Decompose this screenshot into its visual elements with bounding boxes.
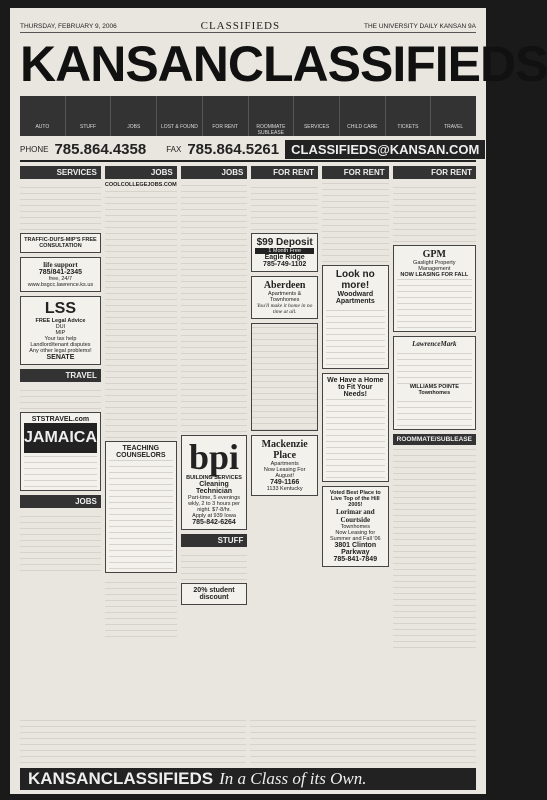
gpm-body bbox=[397, 278, 472, 328]
bpi-phone: 785-842-6264 bbox=[192, 519, 236, 526]
lss-line-2: DUI bbox=[55, 324, 66, 330]
masthead: KANSANCLASSIFIEDS bbox=[20, 36, 547, 92]
sts-travel-url: STSTRAVEL.com bbox=[31, 416, 90, 423]
fair-housing-notice bbox=[250, 716, 476, 763]
lawrencemark-logo: LawrenceMark bbox=[412, 340, 457, 348]
fax-number: 785.864.5261 bbox=[187, 140, 280, 158]
category-for-rent: FOR RENT bbox=[203, 96, 249, 136]
lss-line-4: Your tax help bbox=[44, 336, 77, 342]
woodward-ad bbox=[322, 265, 389, 369]
eagle-ridge-ad bbox=[251, 233, 318, 272]
student-discount-text: 20% student discount bbox=[193, 587, 235, 601]
jobs-listings-col2 bbox=[105, 188, 177, 438]
newspaper-page bbox=[10, 8, 547, 794]
lss-logo: LSS bbox=[44, 300, 76, 317]
section-name: CLASSIFIEDS bbox=[200, 20, 281, 32]
header-roommate: ROOMMATE/SUBLEASE bbox=[393, 434, 476, 445]
mackenzie-leasing: Now Leasing For August! bbox=[263, 467, 306, 479]
for-rent-listings-2 bbox=[322, 182, 389, 262]
voted-best: Voted Best Place to Live Top of the Hill 2005! bbox=[329, 490, 381, 508]
lss-line-6: Any other legal problems! bbox=[29, 348, 92, 354]
bpi-ad bbox=[181, 435, 248, 530]
column-for-rent bbox=[251, 166, 318, 714]
teaching-counselors-title: TEACHING COUNSELORS bbox=[116, 445, 166, 459]
lss-line-5: Landlord/tenant disputes bbox=[30, 342, 91, 348]
category-jobs: JOBS bbox=[111, 96, 157, 136]
lss-line-1: FREE Legal Advice bbox=[35, 318, 86, 324]
category-services: SERVICES bbox=[294, 96, 340, 136]
sts-travel-ad bbox=[20, 412, 101, 491]
eagle-ridge-deposit: $99 Deposit bbox=[256, 237, 313, 248]
category-auto: AUTO bbox=[20, 96, 66, 136]
issue-date: THURSDAY, FEBRUARY 9, 2006 bbox=[20, 22, 117, 30]
bpi-subtitle: BUILDING SERVICES bbox=[186, 475, 242, 481]
footer-banner bbox=[20, 768, 476, 790]
traffic-ad bbox=[20, 233, 101, 253]
lorimar-address: 3801 Clinton Parkway bbox=[334, 542, 377, 556]
header-services: SERVICES bbox=[20, 166, 101, 179]
travel-listings bbox=[20, 385, 101, 409]
phone-label: PHONE bbox=[20, 144, 49, 154]
lawrencemark-body bbox=[397, 348, 472, 384]
gpm-logo: GPM bbox=[422, 249, 446, 260]
life-support-sub: free, 24/7 bbox=[48, 276, 73, 282]
student-discount-ad bbox=[181, 583, 248, 605]
aberdeen-apartments: Apartments & Townhomes bbox=[268, 291, 302, 303]
aberdeen-name: Aberdeen bbox=[263, 280, 306, 291]
jamaica-banner: JAMAICA bbox=[24, 423, 97, 453]
category-lost-found: LOST & FOUND bbox=[157, 96, 203, 136]
housing-body bbox=[326, 398, 385, 478]
bpi-description: Part-time, 5 evenings wkly, 2 to 3 hours per night. $7-8/hr. bbox=[188, 495, 240, 513]
bpi-logo: bpi bbox=[189, 437, 240, 477]
lawrencemark-ad bbox=[393, 336, 476, 430]
column-jobs bbox=[105, 166, 177, 714]
mackenzie-sub: Apartments bbox=[270, 461, 299, 467]
lss-line-3: MIP bbox=[55, 330, 66, 336]
eagle-ridge-free: 1 Month Free bbox=[255, 248, 314, 254]
for-rent-listings-3 bbox=[393, 182, 476, 242]
header-stuff: STUFF bbox=[181, 534, 248, 547]
footer-tagline: In a Class of its Own. bbox=[219, 769, 367, 788]
category-stuff: STUFF bbox=[66, 96, 112, 136]
classifieds-policy bbox=[20, 716, 246, 763]
category-child-care: CHILD CARE bbox=[340, 96, 386, 136]
gpm-ad bbox=[393, 245, 476, 332]
column-for-rent-2 bbox=[322, 166, 389, 714]
life-support-title: life support bbox=[43, 261, 78, 269]
life-support-url: www.bsgcc.lawrence.ks.us bbox=[27, 282, 94, 288]
column-services bbox=[20, 166, 101, 714]
mackenzie-phone: 749-1166 bbox=[270, 479, 300, 486]
cool-college-jobs: COOLCOLLEGEJOBS.COM bbox=[104, 182, 177, 188]
williams-pointe: WILLIAMS POINTE Townhomes bbox=[409, 384, 459, 396]
category-roommate: ROOMMATE SUBLEASE bbox=[249, 96, 295, 136]
category-bar bbox=[20, 96, 476, 136]
header-for-rent-3: FOR RENT bbox=[393, 166, 476, 179]
category-tickets: TICKETS bbox=[386, 96, 432, 136]
category-travel: TRAVEL bbox=[444, 124, 464, 130]
now-leasing-ad bbox=[251, 323, 318, 431]
classified-columns bbox=[20, 166, 476, 714]
header-for-rent: FOR RENT bbox=[251, 166, 318, 179]
mackenzie-name: Mackenzie Place bbox=[261, 439, 308, 461]
housing-ad bbox=[322, 373, 389, 482]
sts-travel-body bbox=[24, 453, 97, 487]
footer-brand: KANSANCLASSIFIEDS bbox=[28, 769, 214, 788]
woodward-body bbox=[326, 305, 385, 365]
roommate-listings bbox=[393, 448, 476, 648]
lorimar-name: Lorimar and Courtside bbox=[336, 508, 375, 524]
housing-headline: We Have a Home to Fit Your Needs! bbox=[327, 377, 384, 398]
teaching-counselors-ad bbox=[105, 441, 177, 573]
life-support-phone: 785/841-2345 bbox=[38, 269, 83, 276]
gpm-now-leasing: NOW LEASING FOR FALL bbox=[400, 272, 469, 278]
fax-label: FAX bbox=[166, 144, 182, 154]
stuff-listings bbox=[181, 550, 248, 580]
contact-bar bbox=[20, 138, 480, 162]
bpi-job-title: Cleaning Technician bbox=[196, 481, 233, 495]
lorimar-phone: 785-841-7849 bbox=[333, 556, 378, 563]
header-jobs-col1: JOBS bbox=[20, 495, 101, 508]
column-for-rent-3 bbox=[393, 166, 476, 714]
mackenzie-ad bbox=[251, 435, 318, 496]
lorimar-sub: Townhomes bbox=[340, 524, 370, 530]
mackenzie-address: 1133 Kentucky bbox=[266, 486, 303, 492]
lorimar-ad bbox=[322, 486, 389, 567]
jobs-listings-col2-bottom bbox=[105, 577, 177, 637]
header-for-rent-2: FOR RENT bbox=[322, 166, 389, 179]
lss-ad bbox=[20, 296, 101, 365]
look-no-more: Look no more! bbox=[335, 269, 375, 291]
running-header bbox=[20, 20, 476, 33]
woodward-name: Woodward Apartments bbox=[335, 291, 375, 305]
lorimar-leasing: Now Leasing for Summer and Fall '06 bbox=[330, 530, 381, 542]
williams-body bbox=[397, 396, 472, 426]
aberdeen-ad bbox=[251, 276, 318, 319]
phone-number: 785.864.4358 bbox=[54, 140, 147, 158]
bpi-apply: Apply at 939 Iowa bbox=[192, 513, 236, 519]
header-jobs-2: JOBS bbox=[181, 166, 248, 179]
senate-logo: SENATE bbox=[46, 354, 75, 361]
for-rent-listings bbox=[251, 182, 318, 230]
email-address: CLASSIFIEDS@KANSAN.COM bbox=[285, 140, 485, 159]
jobs-listings-col1 bbox=[20, 511, 101, 571]
header-jobs: JOBS bbox=[105, 166, 177, 179]
legal-notices bbox=[20, 716, 476, 766]
eagle-ridge-phone: 785-749-1102 bbox=[263, 261, 307, 268]
jobs-listings-col3 bbox=[181, 182, 248, 432]
gpm-sub: Gaslight Property Management bbox=[413, 260, 456, 272]
paper-page: THE UNIVERSITY DAILY KANSAN 9A bbox=[364, 22, 476, 30]
teaching-counselors-body bbox=[109, 459, 173, 569]
services-listings bbox=[20, 182, 101, 230]
column-jobs-2 bbox=[181, 166, 248, 714]
header-travel: TRAVEL bbox=[20, 369, 101, 382]
life-support-ad bbox=[20, 257, 101, 292]
eagle-ridge-name: Eagle Ridge bbox=[264, 254, 305, 261]
traffic-ad-text: TRAFFIC-DUI'S-MIP'S FREE CONSULTATION bbox=[24, 237, 97, 249]
aberdeen-tagline: You'll make it home in no time at all. bbox=[256, 303, 313, 315]
